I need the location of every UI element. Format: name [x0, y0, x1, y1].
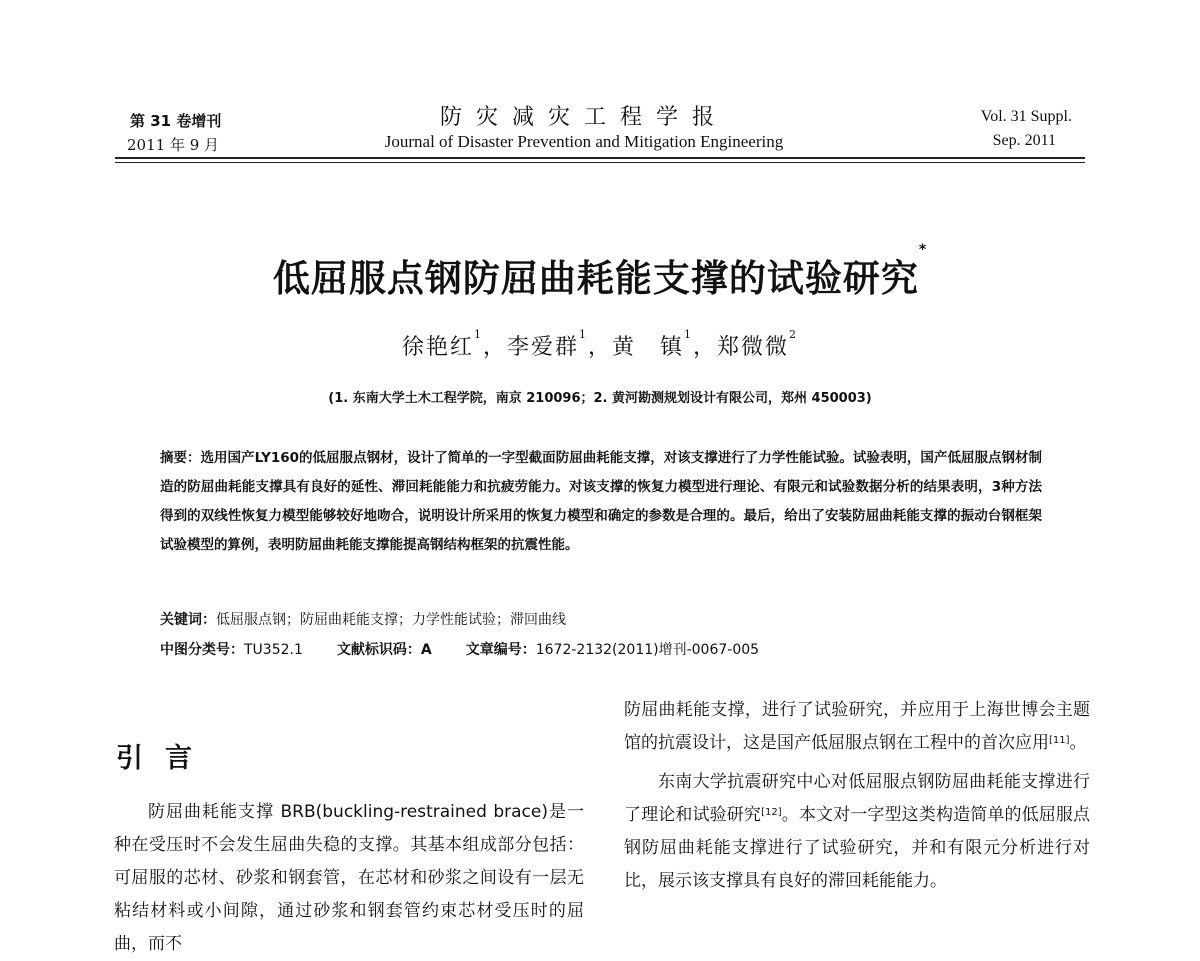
author-affiliation-mark: 1 — [684, 328, 694, 341]
citation-ref: [11] — [1049, 735, 1070, 746]
abstract-text: 选用国产LY160的低屈服点钢材，设计了简单的一字型截面防屈曲耗能支撑，对该支撑进行了力学性能试验。试验表明，国产低屈服点钢材制造的防屈曲耗能支撑具有良好的延性、滞回耗能能力和抗疲劳能力。对该支撑的恢复力模型进行理论、有限元和试验数据分析的结果表明，3种方法得到的双线性恢复力模型能够较好地吻合，说明设计所采用的恢复力模型和确定的参数是合理的。最后，给出了安装防屈曲耗能支撑的振动台钢框架试验模型的算例，表明防屈曲耗能支撑能提高钢结构框架的抗震性能。 — [160, 450, 1042, 553]
clc-label: 中图分类号： — [160, 642, 244, 658]
section-heading: 引言 — [116, 743, 214, 774]
date-en: Sep. 2011 — [992, 132, 1056, 149]
author-affiliation-mark: 1 — [473, 328, 483, 341]
classification-line — [160, 639, 1060, 659]
author-name: 徐艳红 — [401, 335, 474, 360]
header-rule-thin — [115, 162, 1085, 163]
header-rule-thick — [115, 157, 1085, 159]
keywords-label: 关键词： — [160, 612, 216, 628]
article-number-label: 文章编号： — [465, 642, 536, 658]
doc-code-value: A — [420, 642, 432, 658]
citation-ref: [12] — [761, 807, 782, 818]
keywords-text: 低屈服点钢；防屈曲耗能支撑；力学性能试验；滞回曲线 — [216, 612, 566, 628]
author-name: 黄 镇 — [612, 335, 685, 360]
author-list: 徐艳红$^1$，李爱群$^1$，黄 镇$^1$，郑微微$^2$ — [401, 328, 799, 360]
volume-cn: 第 31 卷增刊 — [130, 112, 222, 130]
body-paragraph — [624, 694, 1090, 760]
journal-title-en: Journal of Disaster Prevention and Mitigation Engineering — [384, 132, 784, 151]
author-name: 李爱群 — [506, 335, 579, 360]
keywords — [160, 609, 1060, 629]
affiliations: (1. 东南大学土木工程学院，南京 210096；2. 黄河勘测规划设计有限公司，郑州 450003) — [328, 391, 872, 406]
clc-value: TU352.1 — [244, 642, 303, 658]
body-paragraph — [624, 766, 1090, 898]
body-paragraph: 防屈曲耗能支撑 BRB(buckling-restrained brace)是一种在受压时不会发生屈曲失稳的支撑。其基本组成部分包括：可屈服的芯材、砂浆和钢套管，在芯材和砂浆之间设有一层无粘结材料或小间隙，通过砂浆和钢套管约束芯材受压时的屈曲，而不 — [114, 802, 584, 954]
paper-title — [100, 242, 1100, 302]
body-text: 防屈曲耗能支撑，进行了试验研究，并应用于上海世博会主题馆的抗震设计，这是国产低屈服点钢在工程中的首次应用 — [624, 700, 1090, 753]
abstract — [160, 444, 1042, 560]
author-affiliation-mark: 1 — [578, 328, 588, 341]
abstract-label: 摘要： — [160, 450, 201, 466]
body-text: 东南大学抗震研究中心对低屈服点钢防屈曲耗能支撑进行了理论和试验研究 — [624, 772, 1090, 825]
body-column-left — [114, 796, 584, 961]
paper-title-text: 低屈服点钢防屈曲耗能支撑的试验研究 — [272, 257, 919, 300]
author-affiliation-mark: 2 — [789, 328, 799, 341]
date-cn: 2011 年 9 月 — [127, 136, 220, 154]
doc-code-label: 文献标识码： — [336, 642, 421, 658]
body-text: 。本文对一字型这类构造简单的低屈服点钢防屈曲耗能支撑进行了试验研究，并和有限元分析进行对比，展示该支撑具有良好的滞回耗能能力。 — [624, 805, 1091, 891]
body-column-right — [624, 694, 1090, 898]
author-name: 郑微微 — [717, 335, 790, 360]
title-footnote-mark: * — [918, 242, 928, 258]
journal-title-cn: 防灾减灾工程学报 — [439, 105, 728, 130]
body-text: 。 — [1069, 733, 1087, 753]
volume-en: Vol. 31 Suppl. — [980, 108, 1072, 125]
article-number-value: 1672-2132(2011)增刊-0067-005 — [535, 642, 760, 658]
